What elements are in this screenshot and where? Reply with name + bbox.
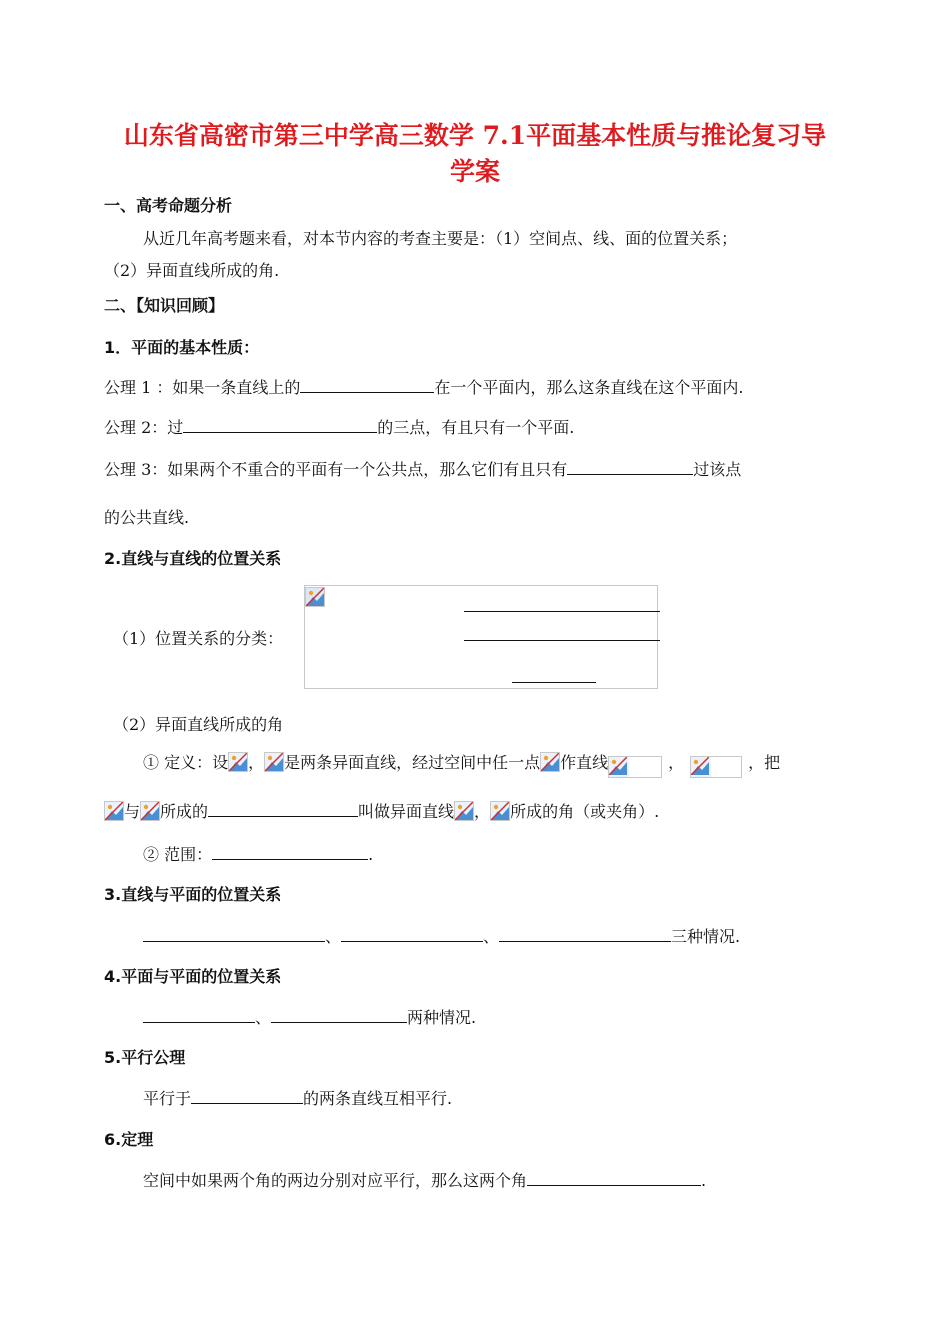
range-label: ② 范围： bbox=[143, 845, 213, 864]
parallel-text-a: 平行于 bbox=[143, 1089, 192, 1108]
separator: 、 bbox=[483, 927, 500, 946]
skew-angle-definition-line1 bbox=[143, 750, 780, 778]
fill-blank[interactable] bbox=[191, 1088, 303, 1104]
subsection-heading-line-line: 2.直线与直线的位置关系 bbox=[104, 549, 282, 568]
fill-blank[interactable] bbox=[300, 377, 434, 393]
fill-blank[interactable] bbox=[271, 1007, 407, 1023]
fill-blank[interactable] bbox=[208, 801, 358, 817]
plane-plane-tail: 两种情况. bbox=[407, 1008, 477, 1027]
fill-blank[interactable] bbox=[143, 1007, 255, 1023]
theorem-text-a: 空间中如果两个角的两边分别对应平行，那么这两个角 bbox=[143, 1171, 528, 1190]
definition-text: 叫做异面直线 bbox=[358, 802, 455, 821]
axiom-3-continued: 的公共直线. bbox=[104, 508, 190, 527]
comma: ， bbox=[474, 802, 491, 821]
line-a-image-icon bbox=[228, 752, 248, 772]
definition-text: ① 定义：设 bbox=[143, 753, 229, 772]
classification-blank-2[interactable] bbox=[464, 640, 660, 641]
axiom-1-text-b: 在一个平面内，那么这条直线在这个平面内. bbox=[434, 378, 744, 397]
section-heading-review: 二、【知识回顾】 bbox=[104, 296, 225, 315]
axiom-3 bbox=[104, 457, 741, 480]
subsection-heading-parallel-axiom: 5.平行公理 bbox=[104, 1048, 186, 1067]
definition-text: 是两条异面直线，经过空间中任一点 bbox=[284, 753, 541, 772]
document-title-line2: 学案 bbox=[449, 157, 500, 186]
line-a-image-icon bbox=[454, 801, 474, 821]
fill-blank[interactable] bbox=[567, 459, 693, 475]
subsection-heading-plane-plane: 4.平面与平面的位置关系 bbox=[104, 967, 282, 986]
subsection-heading-line-plane: 3.直线与平面的位置关系 bbox=[104, 885, 282, 904]
axiom-1-text-a: 公理 1 ：如果一条直线上的 bbox=[104, 378, 301, 397]
classification-diagram-box bbox=[304, 585, 658, 689]
classification-blank-1[interactable] bbox=[464, 611, 660, 612]
line-a-prime-image-icon bbox=[609, 757, 629, 777]
plane-plane-blanks bbox=[143, 1005, 476, 1028]
line-b-image-icon bbox=[264, 752, 284, 772]
definition-text: 与 bbox=[124, 802, 141, 821]
separator: 、 bbox=[255, 1008, 272, 1027]
classification-label: （1）位置关系的分类： bbox=[113, 629, 284, 648]
axiom-2 bbox=[104, 415, 574, 438]
axiom-2-text-a: 公理 2：过 bbox=[104, 418, 184, 437]
definition-text: 所成的角（或夹角）. bbox=[510, 802, 660, 821]
period: . bbox=[368, 845, 374, 864]
line-b-prime-image-box bbox=[690, 756, 742, 778]
classification-blank-3[interactable] bbox=[512, 682, 596, 683]
definition-text: 所成的 bbox=[160, 802, 209, 821]
line-b-prime-image-icon bbox=[140, 801, 160, 821]
line-plane-blanks bbox=[143, 924, 740, 947]
subsection-heading-plane-properties: 1．平面的基本性质： bbox=[104, 338, 260, 357]
axiom-2-text-b: 的三点，有且只有一个平面. bbox=[377, 418, 575, 437]
fill-blank[interactable] bbox=[341, 926, 483, 942]
skew-angle-definition-line2 bbox=[104, 799, 659, 822]
axiom-1 bbox=[104, 375, 743, 398]
theorem-text bbox=[143, 1168, 706, 1191]
period: . bbox=[701, 1171, 707, 1190]
parallel-axiom-text bbox=[143, 1086, 452, 1109]
parallel-text-b: 的两条直线互相平行. bbox=[303, 1089, 453, 1108]
line-b-prime-image-icon bbox=[691, 757, 711, 777]
separator: 、 bbox=[325, 927, 342, 946]
fill-blank[interactable] bbox=[527, 1170, 701, 1186]
subsection-heading-theorem: 6.定理 bbox=[104, 1130, 154, 1149]
analysis-paragraph-line1: 从近几年高考题来看，对本节内容的考查主要是：（1）空间点、线、面的位置关系； bbox=[143, 229, 738, 248]
skew-angle-range bbox=[143, 842, 373, 865]
section-heading-analysis: 一、高考命题分析 bbox=[104, 196, 233, 215]
line-b-image-icon bbox=[490, 801, 510, 821]
axiom-3-text-a: 公理 3：如果两个不重合的平面有一个公共点，那么它们有且只有 bbox=[104, 460, 568, 479]
comma: ， bbox=[248, 753, 265, 772]
document-title-line1: 山东省高密市第三中学高三数学 7.1平面基本性质与推论复习导 bbox=[123, 121, 827, 150]
line-plane-tail: 三种情况. bbox=[671, 927, 741, 946]
fill-blank[interactable] bbox=[183, 417, 377, 433]
axiom-3-text-b: 过该点 bbox=[693, 460, 742, 479]
definition-text: ，把 bbox=[748, 753, 781, 772]
line-a-prime-image-icon bbox=[104, 801, 124, 821]
fill-blank[interactable] bbox=[143, 926, 325, 942]
fill-blank[interactable] bbox=[499, 926, 671, 942]
skew-angle-label: （2）异面直线所成的角 bbox=[113, 715, 284, 734]
point-o-image-icon bbox=[540, 752, 560, 772]
analysis-paragraph-line2: （2）异面直线所成的角. bbox=[104, 261, 280, 280]
line-a-prime-image-box bbox=[608, 756, 662, 778]
broken-image-icon bbox=[305, 587, 325, 607]
definition-text: 作直线 bbox=[560, 753, 609, 772]
fill-blank[interactable] bbox=[212, 844, 368, 860]
comma: ， bbox=[668, 753, 685, 772]
